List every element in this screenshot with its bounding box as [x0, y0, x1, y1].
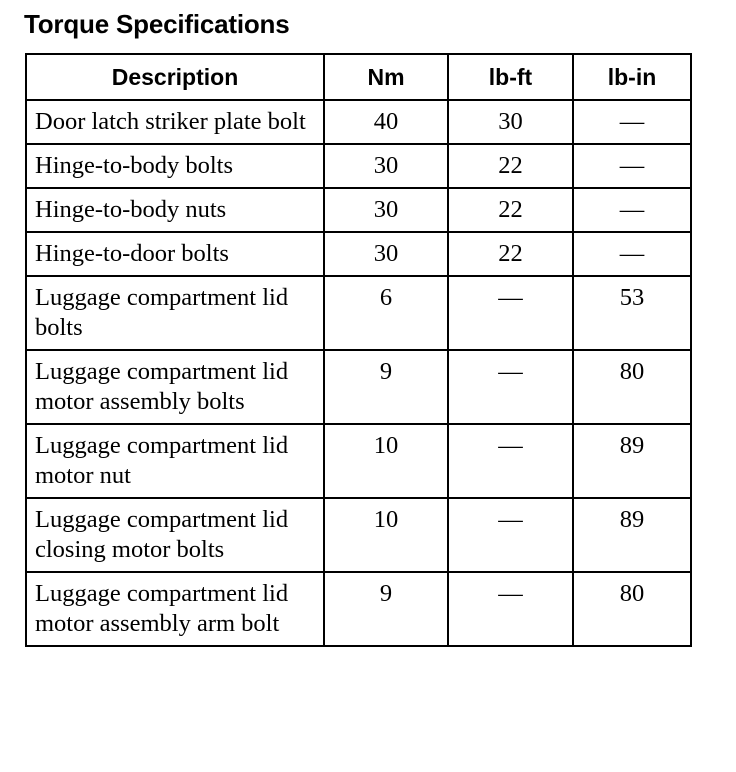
- table-row: [26, 276, 691, 350]
- cell-lb-ft: —: [448, 350, 573, 424]
- cell-lb-ft: —: [448, 572, 573, 646]
- column-header-description: Description: [26, 54, 324, 100]
- cell-description: Luggage compartment lid motor assembly bolts: [26, 350, 324, 424]
- cell-lb-in: 80: [573, 350, 691, 424]
- cell-description: Hinge-to-door bolts: [26, 232, 324, 276]
- table-row: [26, 498, 691, 572]
- column-header-lb-ft: lb-ft: [448, 54, 573, 100]
- cell-nm: 9: [324, 572, 448, 646]
- cell-description: Luggage compartment lid closing motor bolts: [26, 498, 324, 572]
- cell-description: Door latch striker plate bolt: [26, 100, 324, 144]
- cell-nm: 9: [324, 350, 448, 424]
- cell-lb-in: —: [573, 100, 691, 144]
- cell-nm: 30: [324, 232, 448, 276]
- table-row: [26, 350, 691, 424]
- table-row: [26, 424, 691, 498]
- cell-description: Hinge-to-body nuts: [26, 188, 324, 232]
- cell-lb-in: —: [573, 188, 691, 232]
- cell-nm: 40: [324, 100, 448, 144]
- column-header-lb-in: lb-in: [573, 54, 691, 100]
- cell-nm: 30: [324, 144, 448, 188]
- cell-lb-ft: 22: [448, 232, 573, 276]
- cell-lb-in: —: [573, 232, 691, 276]
- cell-lb-ft: —: [448, 498, 573, 572]
- cell-nm: 30: [324, 188, 448, 232]
- table-header-row: [26, 54, 691, 100]
- cell-lb-ft: 30: [448, 100, 573, 144]
- cell-description: Luggage compartment lid motor nut: [26, 424, 324, 498]
- cell-lb-in: 53: [573, 276, 691, 350]
- table-row: [26, 188, 691, 232]
- cell-lb-ft: 22: [448, 144, 573, 188]
- cell-nm: 10: [324, 424, 448, 498]
- torque-spec-table: [25, 53, 692, 647]
- cell-description: Hinge-to-body bolts: [26, 144, 324, 188]
- cell-description: Luggage compartment lid motor assembly arm bolt: [26, 572, 324, 646]
- table-row: [26, 232, 691, 276]
- cell-lb-in: 80: [573, 572, 691, 646]
- cell-lb-ft: —: [448, 276, 573, 350]
- page-title: Torque Specifications: [24, 9, 290, 39]
- table-row: [26, 100, 691, 144]
- cell-lb-in: 89: [573, 498, 691, 572]
- cell-description: Luggage compartment lid bolts: [26, 276, 324, 350]
- cell-nm: 10: [324, 498, 448, 572]
- table-row: [26, 144, 691, 188]
- column-header-nm: Nm: [324, 54, 448, 100]
- cell-lb-in: 89: [573, 424, 691, 498]
- cell-lb-ft: 22: [448, 188, 573, 232]
- cell-nm: 6: [324, 276, 448, 350]
- cell-lb-in: —: [573, 144, 691, 188]
- table-row: [26, 572, 691, 646]
- cell-lb-ft: —: [448, 424, 573, 498]
